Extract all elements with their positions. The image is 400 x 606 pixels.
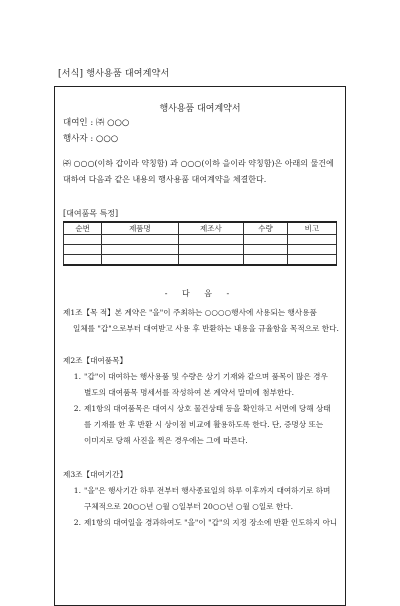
article-3 [63,467,339,531]
item-number: 1. [73,372,81,381]
table-cell [178,245,244,255]
lessor-line: 대여인 : ㈜ ○○○ [63,118,130,128]
item-line: 를 기재를 한 후 반환 시 상이점 비교에 활용하도록 한다. 단, 증명상 또는 [84,420,324,429]
item-text [84,483,339,515]
table-header-row [64,222,337,235]
article-2-heading: 제2조【대여품목】 [63,356,128,365]
article-2-item-2 [63,401,339,449]
item-line: 제1항의 대여품목은 대여시 상호 물건상태 등을 확인하고 서면에 당해 상태 [84,404,331,413]
article-3-item-2 [63,515,339,531]
item-line: "을"은 행사기간 하루 전부터 행사종료일의 하루 이후까지 대여하기로 하며 [84,486,331,495]
article-1-line-1: 제1조【목 적】본 계약은 "을"이 주최하는 ○○○○행사에 사용되는 행사용품 [63,308,317,317]
header-product: 제품명 [102,222,178,235]
item-line: 구체적으로 20○○년 ○월 ○일부터 20○○년 ○월 ○일로 한다. [84,502,294,511]
article-2 [63,353,339,449]
article-1-line-2: 일체를 "갑"으로부터 대여받고 사용 후 반환하는 내용을 규율함을 목적으로 한다. [73,324,339,333]
item-line: 이미지로 당해 사진을 찍은 경우에는 그에 따른다. [84,436,248,445]
table-cell [178,235,244,245]
item-line: 별도의 대여품목 명세서를 작성하여 본 계약서 말미에 첨부한다. [84,388,295,397]
table-cell [64,235,102,245]
table-cell [287,245,336,255]
item-text [84,401,339,449]
item-text [84,369,339,401]
intro-line-2: 대하여 다음과 같은 내용의 행사용품 대여계약을 체결한다. [63,175,267,184]
table-cell [102,255,178,266]
table-cell [244,235,288,245]
table-row [64,255,337,266]
intro-paragraph [63,156,337,188]
article-3-item-1 [63,483,339,515]
table-cell [64,245,102,255]
item-line: "갑"이 대여하는 행사용품 및 수량은 상기 기재와 같으며 품목이 많은 경우 [84,372,328,381]
intro-line-1: ㈜ ○○○(이하 갑이라 약칭함) 과 ○○○(이하 을이라 약칭함)은 아래의 물건에 [63,159,334,168]
table-cell [287,255,336,266]
table-cell [287,235,336,245]
table-row [64,245,337,255]
items-table [63,221,337,266]
organizer-line: 행사자 : ○○○ [63,134,119,144]
item-number: 2. [73,404,81,413]
next-heading: - 다 음 - [164,289,236,298]
item-number: 1. [73,486,81,495]
table-cell [244,245,288,255]
form-label: [서식] 행사용품 대여계약서 [58,69,170,79]
item-text [84,515,339,531]
article-3-heading: 제3조【대여기간】 [63,470,128,479]
contract-frame [54,86,346,606]
table-cell [244,255,288,266]
table-cell [102,245,178,255]
items-section-label: [대여품목 특정] [63,209,119,218]
item-line: 제1항의 대여일을 경과하여도 "을"이 "갑"의 지정 장소에 반환 인도하지 아니 [84,518,338,527]
table-cell [102,235,178,245]
article-2-item-1 [63,369,339,401]
article-1 [63,305,339,337]
header-seq: 순번 [64,222,102,235]
table-cell [64,255,102,266]
header-qty: 수량 [244,222,288,235]
contract-title: 행사용품 대여계약서 [159,104,241,114]
table-cell [178,255,244,266]
header-note: 비고 [287,222,336,235]
item-number: 2. [73,518,81,527]
table-row [64,235,337,245]
header-maker: 제조사 [178,222,244,235]
